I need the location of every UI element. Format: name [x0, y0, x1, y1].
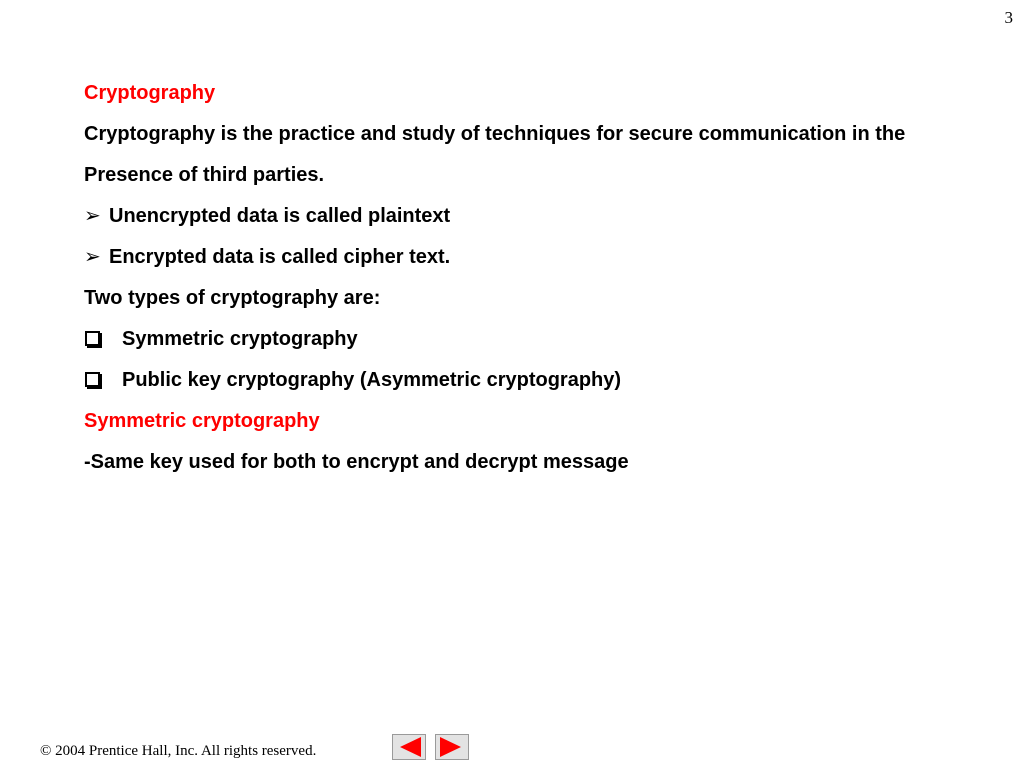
- arrow-bullet-icon: ➢: [84, 205, 101, 227]
- page-number: 3: [1004, 8, 1013, 27]
- symmetric-description: -Same key used for both to encrypt and decrypt message: [84, 451, 629, 473]
- type-list-item: [84, 360, 1024, 401]
- left-triangle-icon: [393, 735, 425, 759]
- definition-line-2: Presence of third parties.: [84, 164, 325, 186]
- slide-content: [84, 73, 1024, 483]
- arrow-bullet-item: [84, 237, 1024, 278]
- copyright-footer: © 2004 Prentice Hall, Inc. All rights reserved.: [40, 743, 317, 759]
- arrow-bullet-text: Encrypted data is called cipher text.: [109, 246, 451, 268]
- arrow-bullet-item: [84, 196, 1024, 237]
- next-slide-button[interactable]: [435, 734, 469, 760]
- symmetric-subheading: Symmetric cryptography: [84, 410, 320, 432]
- type-list-item: [84, 319, 1024, 360]
- types-intro: Two types of cryptography are:: [84, 287, 381, 309]
- checkbox-bullet-icon: [84, 360, 122, 401]
- arrow-bullet-text: Unencrypted data is called plaintext: [109, 205, 451, 227]
- previous-slide-button[interactable]: [392, 734, 426, 760]
- arrow-bullet-icon: ➢: [84, 246, 101, 268]
- right-triangle-icon: [436, 735, 468, 759]
- checkbox-bullet-icon: [84, 319, 122, 360]
- type-list-text: Public key cryptography (Asymmetric cryptography): [122, 369, 622, 391]
- slide-heading: Cryptography: [84, 82, 216, 104]
- type-list-text: Symmetric cryptography: [122, 328, 358, 350]
- definition-line-1: Cryptography is the practice and study of techniques for secure communication in the: [84, 123, 906, 145]
